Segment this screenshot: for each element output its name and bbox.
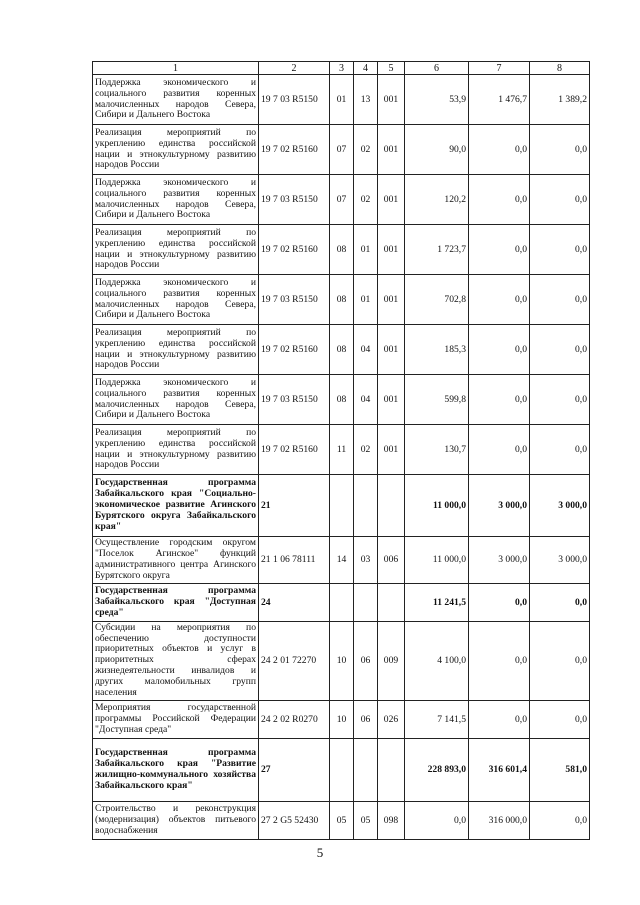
- subsection-cell: 01: [354, 275, 378, 325]
- target-code-cell: 19 7 02 R5160: [259, 225, 330, 275]
- subsection-cell: 02: [354, 125, 378, 175]
- table-row: [93, 621, 590, 700]
- amount-cell: 0,0: [469, 275, 530, 325]
- amount-cell: 0,0: [469, 425, 530, 475]
- subsection-cell: 13: [354, 75, 378, 125]
- program-row: [93, 583, 590, 621]
- code-cell: [378, 475, 405, 537]
- amount-cell: 130,7: [405, 425, 469, 475]
- section-cell: 08: [330, 275, 354, 325]
- item-name-cell: Государственная программа Забайкальского края "Социально-экономическое развитие Агинского Бурятского округа Забайкальского края": [93, 475, 259, 537]
- item-name-cell: Осуществление городским округом "Поселок Агинское" функций административного центра Агинского Бурятского округа: [93, 537, 259, 584]
- code-cell: 001: [378, 375, 405, 425]
- amount-cell: 4 100,0: [405, 621, 469, 700]
- subsection-cell: 04: [354, 325, 378, 375]
- table-row: [93, 801, 590, 839]
- amount-cell: 0,0: [530, 621, 590, 700]
- item-name-cell: Государственная программа Забайкальского края "Развитие жилищно-коммунального хозяйства Забайкальского края": [93, 738, 259, 801]
- table-body: [93, 75, 590, 840]
- code-cell: [378, 583, 405, 621]
- amount-cell: 1 476,7: [469, 75, 530, 125]
- header-row: [93, 62, 590, 75]
- amount-cell: 11 241,5: [405, 583, 469, 621]
- table-row: [93, 325, 590, 375]
- section-cell: 05: [330, 801, 354, 839]
- amount-cell: 0,0: [469, 375, 530, 425]
- table-row: [93, 175, 590, 225]
- code-cell: 001: [378, 325, 405, 375]
- target-code-cell: 19 7 03 R5150: [259, 375, 330, 425]
- amount-cell: 316 601,4: [469, 738, 530, 801]
- amount-cell: 0,0: [469, 325, 530, 375]
- amount-cell: 11 000,0: [405, 537, 469, 584]
- amount-cell: 0,0: [469, 125, 530, 175]
- amount-cell: 7 141,5: [405, 700, 469, 738]
- code-cell: 006: [378, 537, 405, 584]
- amount-cell: 581,0: [530, 738, 590, 801]
- subsection-cell: [354, 475, 378, 537]
- table-row: [93, 537, 590, 584]
- code-cell: 009: [378, 621, 405, 700]
- target-code-cell: 21 1 06 78111: [259, 537, 330, 584]
- table-header: [93, 62, 590, 75]
- subsection-cell: 01: [354, 225, 378, 275]
- subsection-cell: 02: [354, 425, 378, 475]
- table-row: [93, 425, 590, 475]
- item-name-cell: Реализация мероприятий по укреплению единства российской нации и этнокультурному развитию народов России: [93, 125, 259, 175]
- header-cell: 5: [378, 62, 405, 75]
- header-cell: 7: [469, 62, 530, 75]
- amount-cell: 0,0: [530, 801, 590, 839]
- subsection-cell: 04: [354, 375, 378, 425]
- section-cell: 11: [330, 425, 354, 475]
- amount-cell: 90,0: [405, 125, 469, 175]
- program-row: [93, 475, 590, 537]
- code-cell: [378, 738, 405, 801]
- code-cell: 001: [378, 75, 405, 125]
- amount-cell: 0,0: [530, 700, 590, 738]
- target-code-cell: 19 7 03 R5150: [259, 175, 330, 225]
- code-cell: 001: [378, 425, 405, 475]
- amount-cell: 0,0: [530, 583, 590, 621]
- table-row: [93, 375, 590, 425]
- table-row: [93, 125, 590, 175]
- amount-cell: 0,0: [530, 425, 590, 475]
- section-cell: [330, 738, 354, 801]
- amount-cell: 599,8: [405, 375, 469, 425]
- code-cell: 001: [378, 175, 405, 225]
- amount-cell: 228 893,0: [405, 738, 469, 801]
- subsection-cell: 03: [354, 537, 378, 584]
- subsection-cell: 06: [354, 621, 378, 700]
- amount-cell: 0,0: [469, 175, 530, 225]
- header-cell: 1: [93, 62, 259, 75]
- header-cell: 3: [330, 62, 354, 75]
- amount-cell: 0,0: [469, 621, 530, 700]
- amount-cell: 0,0: [469, 225, 530, 275]
- code-cell: 026: [378, 700, 405, 738]
- amount-cell: 185,3: [405, 325, 469, 375]
- section-cell: [330, 583, 354, 621]
- target-code-cell: 24 2 01 72270: [259, 621, 330, 700]
- target-code-cell: 27: [259, 738, 330, 801]
- section-cell: 07: [330, 125, 354, 175]
- amount-cell: 1 723,7: [405, 225, 469, 275]
- header-cell: 4: [354, 62, 378, 75]
- amount-cell: 702,8: [405, 275, 469, 325]
- target-code-cell: 19 7 02 R5160: [259, 425, 330, 475]
- section-cell: 01: [330, 75, 354, 125]
- target-code-cell: 19 7 02 R5160: [259, 125, 330, 175]
- item-name-cell: Реализация мероприятий по укреплению единства российской нации и этнокультурному развитию народов России: [93, 325, 259, 375]
- amount-cell: 3 000,0: [530, 475, 590, 537]
- amount-cell: 0,0: [469, 700, 530, 738]
- amount-cell: 120,2: [405, 175, 469, 225]
- amount-cell: 0,0: [530, 275, 590, 325]
- section-cell: 08: [330, 225, 354, 275]
- amount-cell: 3 000,0: [469, 475, 530, 537]
- amount-cell: 1 389,2: [530, 75, 590, 125]
- item-name-cell: Реализация мероприятий по укреплению единства российской нации и этнокультурному развитию народов России: [93, 225, 259, 275]
- table-row: [93, 700, 590, 738]
- target-code-cell: 21: [259, 475, 330, 537]
- amount-cell: 0,0: [530, 175, 590, 225]
- target-code-cell: 24 2 02 R0270: [259, 700, 330, 738]
- header-cell: 6: [405, 62, 469, 75]
- item-name-cell: Субсидии на мероприятия по обеспечению доступности приоритетных объектов и услуг в приоритетных сферах жизнедеятельности инвалидов и других маломобильных групп населения: [93, 621, 259, 700]
- amount-cell: 0,0: [530, 225, 590, 275]
- section-cell: 08: [330, 325, 354, 375]
- target-code-cell: 19 7 03 R5150: [259, 75, 330, 125]
- item-name-cell: Государственная программа Забайкальского края "Доступная среда": [93, 583, 259, 621]
- item-name-cell: Поддержка экономического и социального развития коренных малочисленных народов Севера, Сибири и Дальнего Востока: [93, 375, 259, 425]
- amount-cell: 316 000,0: [469, 801, 530, 839]
- table-row: [93, 225, 590, 275]
- page-number: 5: [316, 845, 324, 860]
- amount-cell: 3 000,0: [469, 537, 530, 584]
- section-cell: 10: [330, 621, 354, 700]
- table-row: [93, 275, 590, 325]
- table-row: [93, 75, 590, 125]
- amount-cell: 0,0: [530, 125, 590, 175]
- subsection-cell: 05: [354, 801, 378, 839]
- item-name-cell: Мероприятия государственной программы Российской Федерации "Доступная среда": [93, 700, 259, 738]
- budget-table: [92, 61, 590, 840]
- amount-cell: 53,9: [405, 75, 469, 125]
- item-name-cell: Поддержка экономического и социального развития коренных малочисленных народов Севера, Сибири и Дальнего Востока: [93, 275, 259, 325]
- section-cell: 14: [330, 537, 354, 584]
- subsection-cell: [354, 738, 378, 801]
- section-cell: 07: [330, 175, 354, 225]
- item-name-cell: Строительство и реконструкция (модернизация) объектов питьевого водоснабжения: [93, 801, 259, 839]
- amount-cell: 0,0: [405, 801, 469, 839]
- target-code-cell: 27 2 G5 52430: [259, 801, 330, 839]
- amount-cell: 11 000,0: [405, 475, 469, 537]
- target-code-cell: 19 7 02 R5160: [259, 325, 330, 375]
- target-code-cell: 19 7 03 R5150: [259, 275, 330, 325]
- code-cell: 001: [378, 225, 405, 275]
- section-cell: 10: [330, 700, 354, 738]
- amount-cell: 0,0: [469, 583, 530, 621]
- code-cell: 098: [378, 801, 405, 839]
- section-cell: 08: [330, 375, 354, 425]
- subsection-cell: 02: [354, 175, 378, 225]
- item-name-cell: Реализация мероприятий по укреплению единства российской нации и этнокультурному развитию народов России: [93, 425, 259, 475]
- header-cell: 8: [530, 62, 590, 75]
- header-cell: 2: [259, 62, 330, 75]
- amount-cell: 0,0: [530, 325, 590, 375]
- target-code-cell: 24: [259, 583, 330, 621]
- section-cell: [330, 475, 354, 537]
- item-name-cell: Поддержка экономического и социального развития коренных малочисленных народов Севера, Сибири и Дальнего Востока: [93, 75, 259, 125]
- amount-cell: 0,0: [530, 375, 590, 425]
- program-row: [93, 738, 590, 801]
- subsection-cell: 06: [354, 700, 378, 738]
- code-cell: 001: [378, 275, 405, 325]
- amount-cell: 3 000,0: [530, 537, 590, 584]
- item-name-cell: Поддержка экономического и социального развития коренных малочисленных народов Севера, Сибири и Дальнего Востока: [93, 175, 259, 225]
- subsection-cell: [354, 583, 378, 621]
- code-cell: 001: [378, 125, 405, 175]
